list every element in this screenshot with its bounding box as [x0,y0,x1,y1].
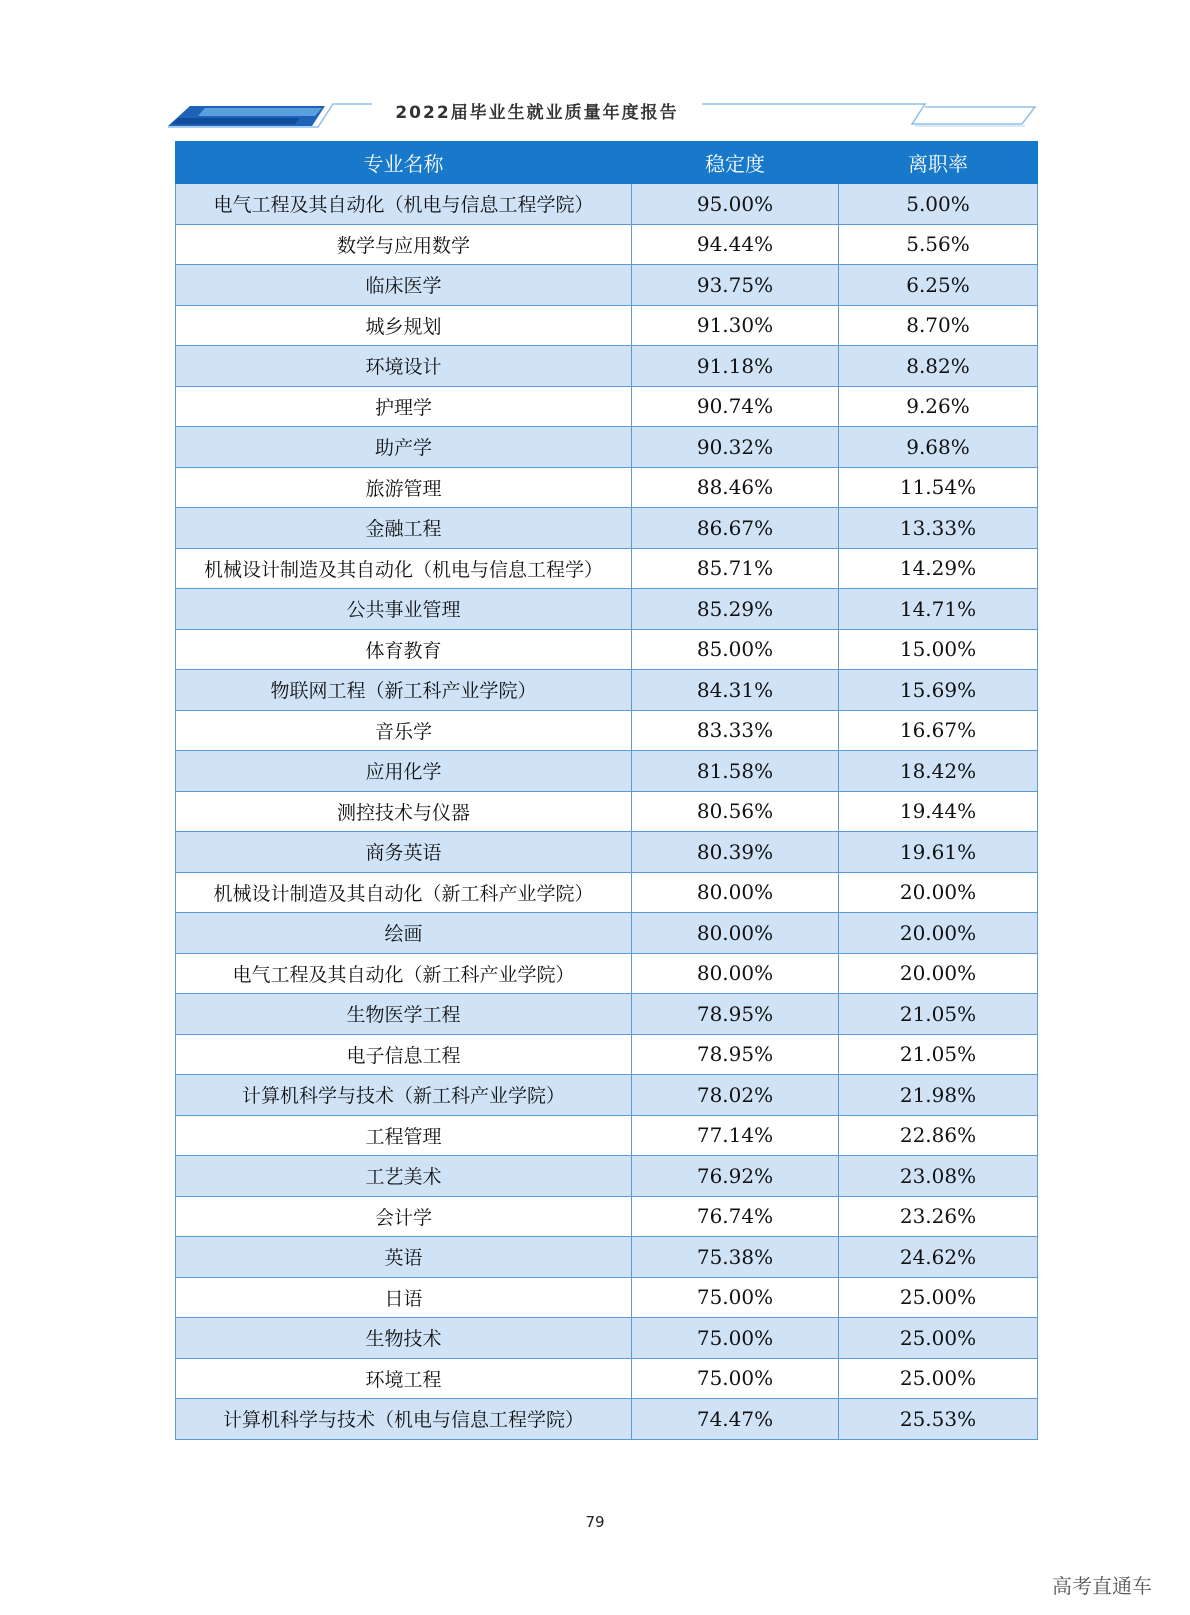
major-name-cell: 工艺美术 [176,1156,632,1197]
table-row [176,386,1038,427]
turnover-cell: 5.00% [839,184,1038,225]
major-name-cell: 金融工程 [176,508,632,549]
turnover-cell: 20.00% [839,872,1038,913]
table-row [176,872,1038,913]
major-name-cell: 助产学 [176,427,632,468]
major-name-cell: 旅游管理 [176,467,632,508]
major-name-cell: 护理学 [176,386,632,427]
table-row [176,508,1038,549]
stability-cell: 90.74% [632,386,839,427]
stability-cell: 80.00% [632,953,839,994]
turnover-cell: 15.69% [839,670,1038,711]
stability-cell: 75.00% [632,1358,839,1399]
table-row [176,1075,1038,1116]
table-row [176,953,1038,994]
stability-cell: 85.71% [632,548,839,589]
column-header-major: 专业名称 [176,142,632,184]
table-row [176,346,1038,387]
major-name-cell: 会计学 [176,1196,632,1237]
watermark: 高考直通车 [1052,1574,1152,1598]
stability-cell: 86.67% [632,508,839,549]
table-row [176,751,1038,792]
major-name-cell: 绘画 [176,913,632,954]
page-number: 79 [585,1513,605,1531]
major-name-cell: 工程管理 [176,1115,632,1156]
major-name-cell: 城乡规划 [176,305,632,346]
turnover-cell: 25.00% [839,1277,1038,1318]
major-name-cell: 公共事业管理 [176,589,632,630]
stability-cell: 95.00% [632,184,839,225]
turnover-cell: 11.54% [839,467,1038,508]
table-row [176,670,1038,711]
major-name-cell: 临床医学 [176,265,632,306]
major-name-cell: 数学与应用数学 [176,224,632,265]
table-row [176,184,1038,225]
turnover-cell: 22.86% [839,1115,1038,1156]
stability-cell: 84.31% [632,670,839,711]
stability-cell: 80.00% [632,872,839,913]
stability-cell: 78.95% [632,1034,839,1075]
turnover-cell: 19.44% [839,791,1038,832]
stability-cell: 80.56% [632,791,839,832]
turnover-cell: 16.67% [839,710,1038,751]
table-row [176,1318,1038,1359]
major-name-cell: 生物技术 [176,1318,632,1359]
turnover-cell: 20.00% [839,913,1038,954]
turnover-cell: 8.82% [839,346,1038,387]
turnover-cell: 9.68% [839,427,1038,468]
column-header-stability: 稳定度 [632,142,839,184]
table-row [176,305,1038,346]
major-name-cell: 应用化学 [176,751,632,792]
major-name-cell: 电气工程及其自动化（机电与信息工程学院） [176,184,632,225]
table-row [176,589,1038,630]
table-row [176,913,1038,954]
table-row [176,994,1038,1035]
turnover-cell: 23.26% [839,1196,1038,1237]
table-row [176,1277,1038,1318]
turnover-cell: 18.42% [839,751,1038,792]
turnover-cell: 25.00% [839,1358,1038,1399]
report-title: 2022届毕业生就业质量年度报告 [395,103,679,123]
table-row [176,1237,1038,1278]
column-header-turnover: 离职率 [839,142,1038,184]
table-row [176,1196,1038,1237]
turnover-cell: 21.98% [839,1075,1038,1116]
table-row [176,1358,1038,1399]
turnover-cell: 19.61% [839,832,1038,873]
major-name-cell: 生物医学工程 [176,994,632,1035]
stability-cell: 88.46% [632,467,839,508]
table-row [176,791,1038,832]
major-name-cell: 计算机科学与技术（机电与信息工程学院） [176,1399,632,1440]
stability-cell: 76.74% [632,1196,839,1237]
turnover-cell: 25.00% [839,1318,1038,1359]
table-row [176,1115,1038,1156]
stability-cell: 75.00% [632,1277,839,1318]
turnover-cell: 25.53% [839,1399,1038,1440]
stability-cell: 78.02% [632,1075,839,1116]
table-row [176,467,1038,508]
turnover-cell: 15.00% [839,629,1038,670]
stability-cell: 90.32% [632,427,839,468]
stability-cell: 75.00% [632,1318,839,1359]
stability-cell: 91.18% [632,346,839,387]
table-row [176,1156,1038,1197]
stability-cell: 74.47% [632,1399,839,1440]
major-name-cell: 日语 [176,1277,632,1318]
table-row [176,832,1038,873]
stability-table [175,141,1038,1440]
report-header [0,0,1190,140]
turnover-cell: 24.62% [839,1237,1038,1278]
stability-cell: 75.38% [632,1237,839,1278]
turnover-cell: 14.71% [839,589,1038,630]
stability-cell: 93.75% [632,265,839,306]
table-row [176,629,1038,670]
stability-cell: 85.00% [632,629,839,670]
turnover-cell: 14.29% [839,548,1038,589]
turnover-cell: 23.08% [839,1156,1038,1197]
turnover-cell: 21.05% [839,1034,1038,1075]
stability-cell: 77.14% [632,1115,839,1156]
major-name-cell: 计算机科学与技术（新工科产业学院） [176,1075,632,1116]
stability-cell: 94.44% [632,224,839,265]
table-header-row [176,142,1038,184]
major-name-cell: 机械设计制造及其自动化（机电与信息工程学） [176,548,632,589]
stability-cell: 78.95% [632,994,839,1035]
turnover-cell: 6.25% [839,265,1038,306]
turnover-cell: 8.70% [839,305,1038,346]
stability-cell: 81.58% [632,751,839,792]
major-name-cell: 音乐学 [176,710,632,751]
major-name-cell: 电子信息工程 [176,1034,632,1075]
stability-cell: 83.33% [632,710,839,751]
stability-cell: 80.00% [632,913,839,954]
major-name-cell: 英语 [176,1237,632,1278]
table-row [176,1034,1038,1075]
major-name-cell: 物联网工程（新工科产业学院） [176,670,632,711]
stability-cell: 80.39% [632,832,839,873]
table-row [176,224,1038,265]
table-row [176,265,1038,306]
turnover-cell: 5.56% [839,224,1038,265]
major-name-cell: 环境设计 [176,346,632,387]
major-name-cell: 环境工程 [176,1358,632,1399]
stability-cell: 85.29% [632,589,839,630]
major-name-cell: 商务英语 [176,832,632,873]
major-name-cell: 电气工程及其自动化（新工科产业学院） [176,953,632,994]
major-name-cell: 机械设计制造及其自动化（新工科产业学院） [176,872,632,913]
turnover-cell: 21.05% [839,994,1038,1035]
turnover-cell: 20.00% [839,953,1038,994]
turnover-cell: 9.26% [839,386,1038,427]
turnover-cell: 13.33% [839,508,1038,549]
table-row [176,710,1038,751]
stability-cell: 76.92% [632,1156,839,1197]
major-name-cell: 体育教育 [176,629,632,670]
major-name-cell: 测控技术与仪器 [176,791,632,832]
table-row [176,427,1038,468]
table-row [176,548,1038,589]
table-row [176,1399,1038,1440]
stability-cell: 91.30% [632,305,839,346]
